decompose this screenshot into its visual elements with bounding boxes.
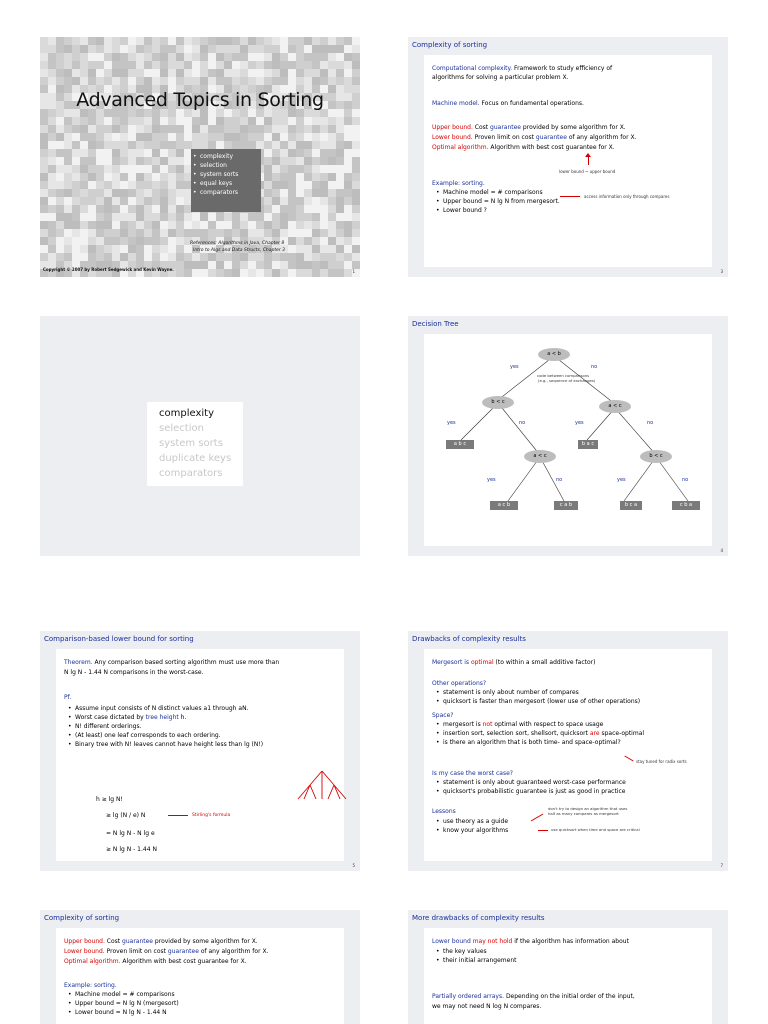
space-b1-not: not xyxy=(482,721,493,728)
upper-line xyxy=(64,937,258,946)
lower-text-1: Proven limit on cost xyxy=(104,948,168,955)
lower-line xyxy=(64,947,268,956)
node-left: b < c xyxy=(482,396,514,409)
content-box xyxy=(424,649,712,861)
example-label: Example: sorting. xyxy=(432,180,485,187)
edge-no-3: no xyxy=(647,420,654,426)
slide-decision-tree xyxy=(408,316,728,556)
space-b1-c: optimal with respect to space usage xyxy=(492,721,604,728)
topic-menu-list-item: • system sorts xyxy=(191,170,261,179)
theorem-text-1: Any comparison based sorting algorithm must use more than xyxy=(92,659,280,666)
edge-no-2: no xyxy=(519,420,526,426)
edge-yes-4: yes xyxy=(487,477,496,483)
leaf-bac: b a c xyxy=(578,440,598,449)
outline-box xyxy=(147,402,243,486)
space-bullet-1 xyxy=(434,720,644,729)
slide-section-outline xyxy=(40,316,360,556)
node-root: a < b xyxy=(538,348,570,361)
leaf-bca: b c a xyxy=(620,501,642,510)
slide-heading: Complexity of sorting xyxy=(44,914,120,922)
topic-menu-list-item: • comparators xyxy=(191,188,261,197)
example-bullets xyxy=(66,990,179,1017)
theorem-term: Theorem. xyxy=(64,659,93,666)
content-box xyxy=(56,928,344,1024)
upper-term: Upper bound. xyxy=(432,124,473,131)
worst-case-bullets-item: • quicksort's probabilistic guarantee is just as good in practice xyxy=(434,787,626,796)
model-term: Machine model. xyxy=(432,100,480,107)
topic-menu-list-item: • complexity xyxy=(191,152,261,161)
leaf-abc: a b c xyxy=(446,440,474,449)
example-bullets-item: • Machine model = # comparisons xyxy=(66,990,179,999)
upper-term: Upper bound. xyxy=(64,938,105,945)
optimal-line xyxy=(432,143,615,152)
content-box xyxy=(424,55,712,267)
lower-term: Lower bound. xyxy=(64,948,105,955)
leaf-cab: c a b xyxy=(554,501,578,510)
access-note: access information only through compares xyxy=(584,194,670,199)
slide-drawbacks xyxy=(408,631,728,871)
edge-yes-5: yes xyxy=(617,477,626,483)
comp-line-1 xyxy=(432,64,612,73)
may-not-hold: may not hold xyxy=(472,938,513,945)
slide-more-drawbacks xyxy=(408,910,728,1024)
left-arrow-icon xyxy=(560,196,580,197)
upper-text-1: Cost xyxy=(472,124,491,131)
optimal-term: Optimal algorithm. xyxy=(432,144,489,151)
upper-guarantee: guarantee xyxy=(490,124,522,131)
optimal-word: optimal xyxy=(470,659,494,666)
lower-guarantee: guarantee xyxy=(167,948,199,955)
lower-bound-bullets-item: • the key values xyxy=(434,947,516,956)
comp-term: Computational complexity. xyxy=(432,65,513,72)
space-b2-c: space-optimal xyxy=(599,730,645,737)
lessons-bullets xyxy=(434,817,508,835)
upper-line xyxy=(432,123,626,132)
optimal-text: Algorithm with best cost guarantee for X. xyxy=(488,144,615,151)
page-number: 5 xyxy=(352,863,355,868)
code-note-1: code between comparisons xyxy=(537,373,590,378)
diag-arrow-icon-2 xyxy=(531,814,544,822)
lower-text-2: of any algorithm for X. xyxy=(566,134,637,141)
slide-title xyxy=(40,37,360,277)
comp-line-2: algorithms for solving a particular problem X. xyxy=(432,74,569,81)
optimal-term: Optimal algorithm. xyxy=(64,958,121,965)
other-ops-bullets-item: • statement is only about number of compares xyxy=(434,688,640,697)
bound-note: lower bound ~ upper bound xyxy=(559,169,616,174)
other-ops-bullets xyxy=(434,688,640,706)
slide-title-heading: Advanced Topics in Sorting xyxy=(76,89,324,111)
lower-bound-line xyxy=(432,937,629,946)
topic-menu-list-item: • selection xyxy=(191,161,261,170)
space-b2-a: insertion sort, selection sort, shellsort, quicksort xyxy=(443,730,590,737)
tree-height-term: tree height xyxy=(145,714,179,721)
slide-heading: Decision Tree xyxy=(412,320,459,328)
example-bullets-item: • Lower bound = N lg N - 1.44 N xyxy=(66,1008,179,1017)
topic-menu xyxy=(191,149,261,212)
example-bullets xyxy=(434,188,560,215)
space-b2-are: are xyxy=(589,730,600,737)
page-number: 3 xyxy=(720,269,723,274)
example-label: Example: sorting. xyxy=(64,982,117,989)
left-arrow-icon xyxy=(538,830,548,831)
node-right-right: b < c xyxy=(640,450,672,463)
slide-complexity-of-sorting xyxy=(408,37,728,277)
tree-box xyxy=(424,334,712,546)
slide-complexity-of-sorting-2 xyxy=(40,910,360,1024)
theorem-line-2: N lg N - 1.44 N comparisons in the worst-case. xyxy=(64,669,204,676)
edge-no-1: no xyxy=(591,364,598,370)
references-line-1: References: Algorithms in Java, Chapter 8 xyxy=(190,241,285,246)
slide-lower-bound xyxy=(40,631,360,871)
references-line-2: Intro to Algs and Data Structs, Chapter 3 xyxy=(193,248,286,253)
slide-heading: Complexity of sorting xyxy=(412,41,488,49)
space-bullet-3: • is there an algorithm that is both time- and space-optimal? xyxy=(434,738,644,747)
outline-item: complexity xyxy=(159,408,214,419)
leaf-acb: a c b xyxy=(490,501,518,510)
lower-line xyxy=(432,133,636,142)
stay-tuned-note: stay tuned for radix sorts xyxy=(636,759,687,764)
outline-item: comparators xyxy=(159,468,223,479)
upper-text-1: Cost xyxy=(104,938,123,945)
up-arrowhead-icon xyxy=(585,153,591,157)
proof-bullets xyxy=(66,704,263,749)
example-bullets-item: • Upper bound = N lg N from mergesort. xyxy=(434,197,560,206)
mergesort-term: Mergesort is xyxy=(432,659,471,666)
slide-heading: More drawbacks of complexity results xyxy=(412,914,545,922)
space-bullets xyxy=(434,720,644,747)
partial-text-1: Depending on the initial order of the input, xyxy=(504,993,635,1000)
proof-bullet-2: • Worst case dictated by tree height h. xyxy=(66,713,263,722)
model-text: Focus on fundamental operations. xyxy=(479,100,584,107)
upper-guarantee: guarantee xyxy=(122,938,154,945)
page-number: 1 xyxy=(352,269,355,274)
edge-yes-1: yes xyxy=(510,364,519,370)
other-ops-bullets-item: • quicksort is faster than mergesort (lower use of other operations) xyxy=(434,697,640,706)
lesson-note-1: don't try to design an algorithm that uses xyxy=(548,806,628,811)
space-label: Space? xyxy=(432,712,454,719)
lower-term: Lower bound. xyxy=(432,134,473,141)
upper-text-2: provided by some algorithm for X. xyxy=(521,124,626,131)
edge-yes-2: yes xyxy=(447,420,456,426)
topic-menu-list-item: • equal keys xyxy=(191,179,261,188)
lesson-note-3: use quicksort when time and space are critical xyxy=(551,827,640,832)
lower-text-1: Proven limit on cost xyxy=(472,134,536,141)
lower-bound-bullets xyxy=(434,947,516,965)
space-b1-a: mergesort is xyxy=(443,721,483,728)
worst-case-bullets xyxy=(434,778,626,796)
lessons-label: Lessons xyxy=(432,808,456,815)
proof-bullet-3: • N! different orderings. xyxy=(66,722,263,731)
partial-line-2: we may not need N log N compares. xyxy=(432,1003,542,1010)
proof-bullet-4: • (At least) one leaf corresponds to each ordering. xyxy=(66,731,263,740)
binary-tree-icon xyxy=(292,769,352,803)
mergesort-line xyxy=(432,658,595,667)
lower-text-2: of any algorithm for X. xyxy=(198,948,269,955)
topic-menu-list xyxy=(191,152,261,197)
page-number: 4 xyxy=(720,548,723,553)
lessons-bullets-item: • use theory as a guide xyxy=(434,817,508,826)
outline-item: system sorts xyxy=(159,438,223,449)
model-line xyxy=(432,99,584,108)
edge-no-4: no xyxy=(556,477,563,483)
page-number: 7 xyxy=(720,863,723,868)
lower-bound-bullets-item: • their initial arrangement xyxy=(434,956,516,965)
lower-bound-term: Lower bound xyxy=(432,938,473,945)
equation-1: h ≥ lg N! xyxy=(96,796,123,803)
lesson-note-2: half as many compares as mergesort xyxy=(548,811,619,816)
proof-bullet-1: • Assume input consists of N distinct values a1 through aN. xyxy=(66,704,263,713)
edge-no-5: no xyxy=(682,477,689,483)
slide-heading: Comparison-based lower bound for sorting xyxy=(44,635,194,643)
worst-case-label: Is my case the worst case? xyxy=(432,770,513,777)
node-left-right: a < c xyxy=(524,450,556,463)
optimal-line xyxy=(64,957,247,966)
space-bullet-2 xyxy=(434,729,644,738)
slide-heading: Drawbacks of complexity results xyxy=(412,635,526,643)
diag-arrow-icon xyxy=(624,756,633,762)
example-bullets-item: • Machine model = # comparisons xyxy=(434,188,560,197)
mergesort-text: (to within a small additive factor) xyxy=(493,659,596,666)
leaf-cba: c b a xyxy=(672,501,700,510)
outline-item: selection xyxy=(159,423,204,434)
edge-yes-3: yes xyxy=(575,420,584,426)
lower-guarantee: guarantee xyxy=(535,134,567,141)
equation-3: = N lg N - N lg e xyxy=(106,830,155,837)
content-box xyxy=(424,928,712,1024)
stirling-note: Stirling's formula xyxy=(192,813,231,818)
node-right: a < c xyxy=(599,400,631,413)
partial-term: Partially ordered arrays. xyxy=(432,993,505,1000)
comp-text-1: Framework to study efficiency of xyxy=(512,65,613,72)
example-bullets-item: • Upper bound = N lg N (mergesort) xyxy=(66,999,179,1008)
outline-item: duplicate keys xyxy=(159,453,232,464)
code-note-2: (e.g., sequence of exchanges) xyxy=(538,378,596,383)
left-arrow-icon xyxy=(168,815,188,816)
lessons-bullets-item: • know your algorithms xyxy=(434,826,508,835)
partial-line-1 xyxy=(432,992,635,1001)
content-box xyxy=(56,649,344,861)
other-ops-label: Other operations? xyxy=(432,680,487,687)
proof-bullet-5: • Binary tree with N! leaves cannot have height less than lg (N!) xyxy=(66,740,263,749)
upper-text-2: provided by some algorithm for X. xyxy=(153,938,258,945)
proof-label: Pf. xyxy=(64,694,72,701)
equation-4: ≥ N lg N - 1.44 N xyxy=(106,846,157,853)
lower-bound-text: if the algorithm has information about xyxy=(512,938,629,945)
worst-case-bullets-item: • statement is only about guaranteed worst-case performance xyxy=(434,778,626,787)
optimal-text: Algorithm with best cost guarantee for X. xyxy=(120,958,247,965)
example-bullets-item: • Lower bound ? xyxy=(434,206,560,215)
theorem-line-1 xyxy=(64,658,279,667)
equation-2: ≥ lg (N / e) N xyxy=(106,812,146,819)
copyright: Copyright © 2007 by Robert Sedgewick and Kevin Wayne. xyxy=(43,267,174,272)
